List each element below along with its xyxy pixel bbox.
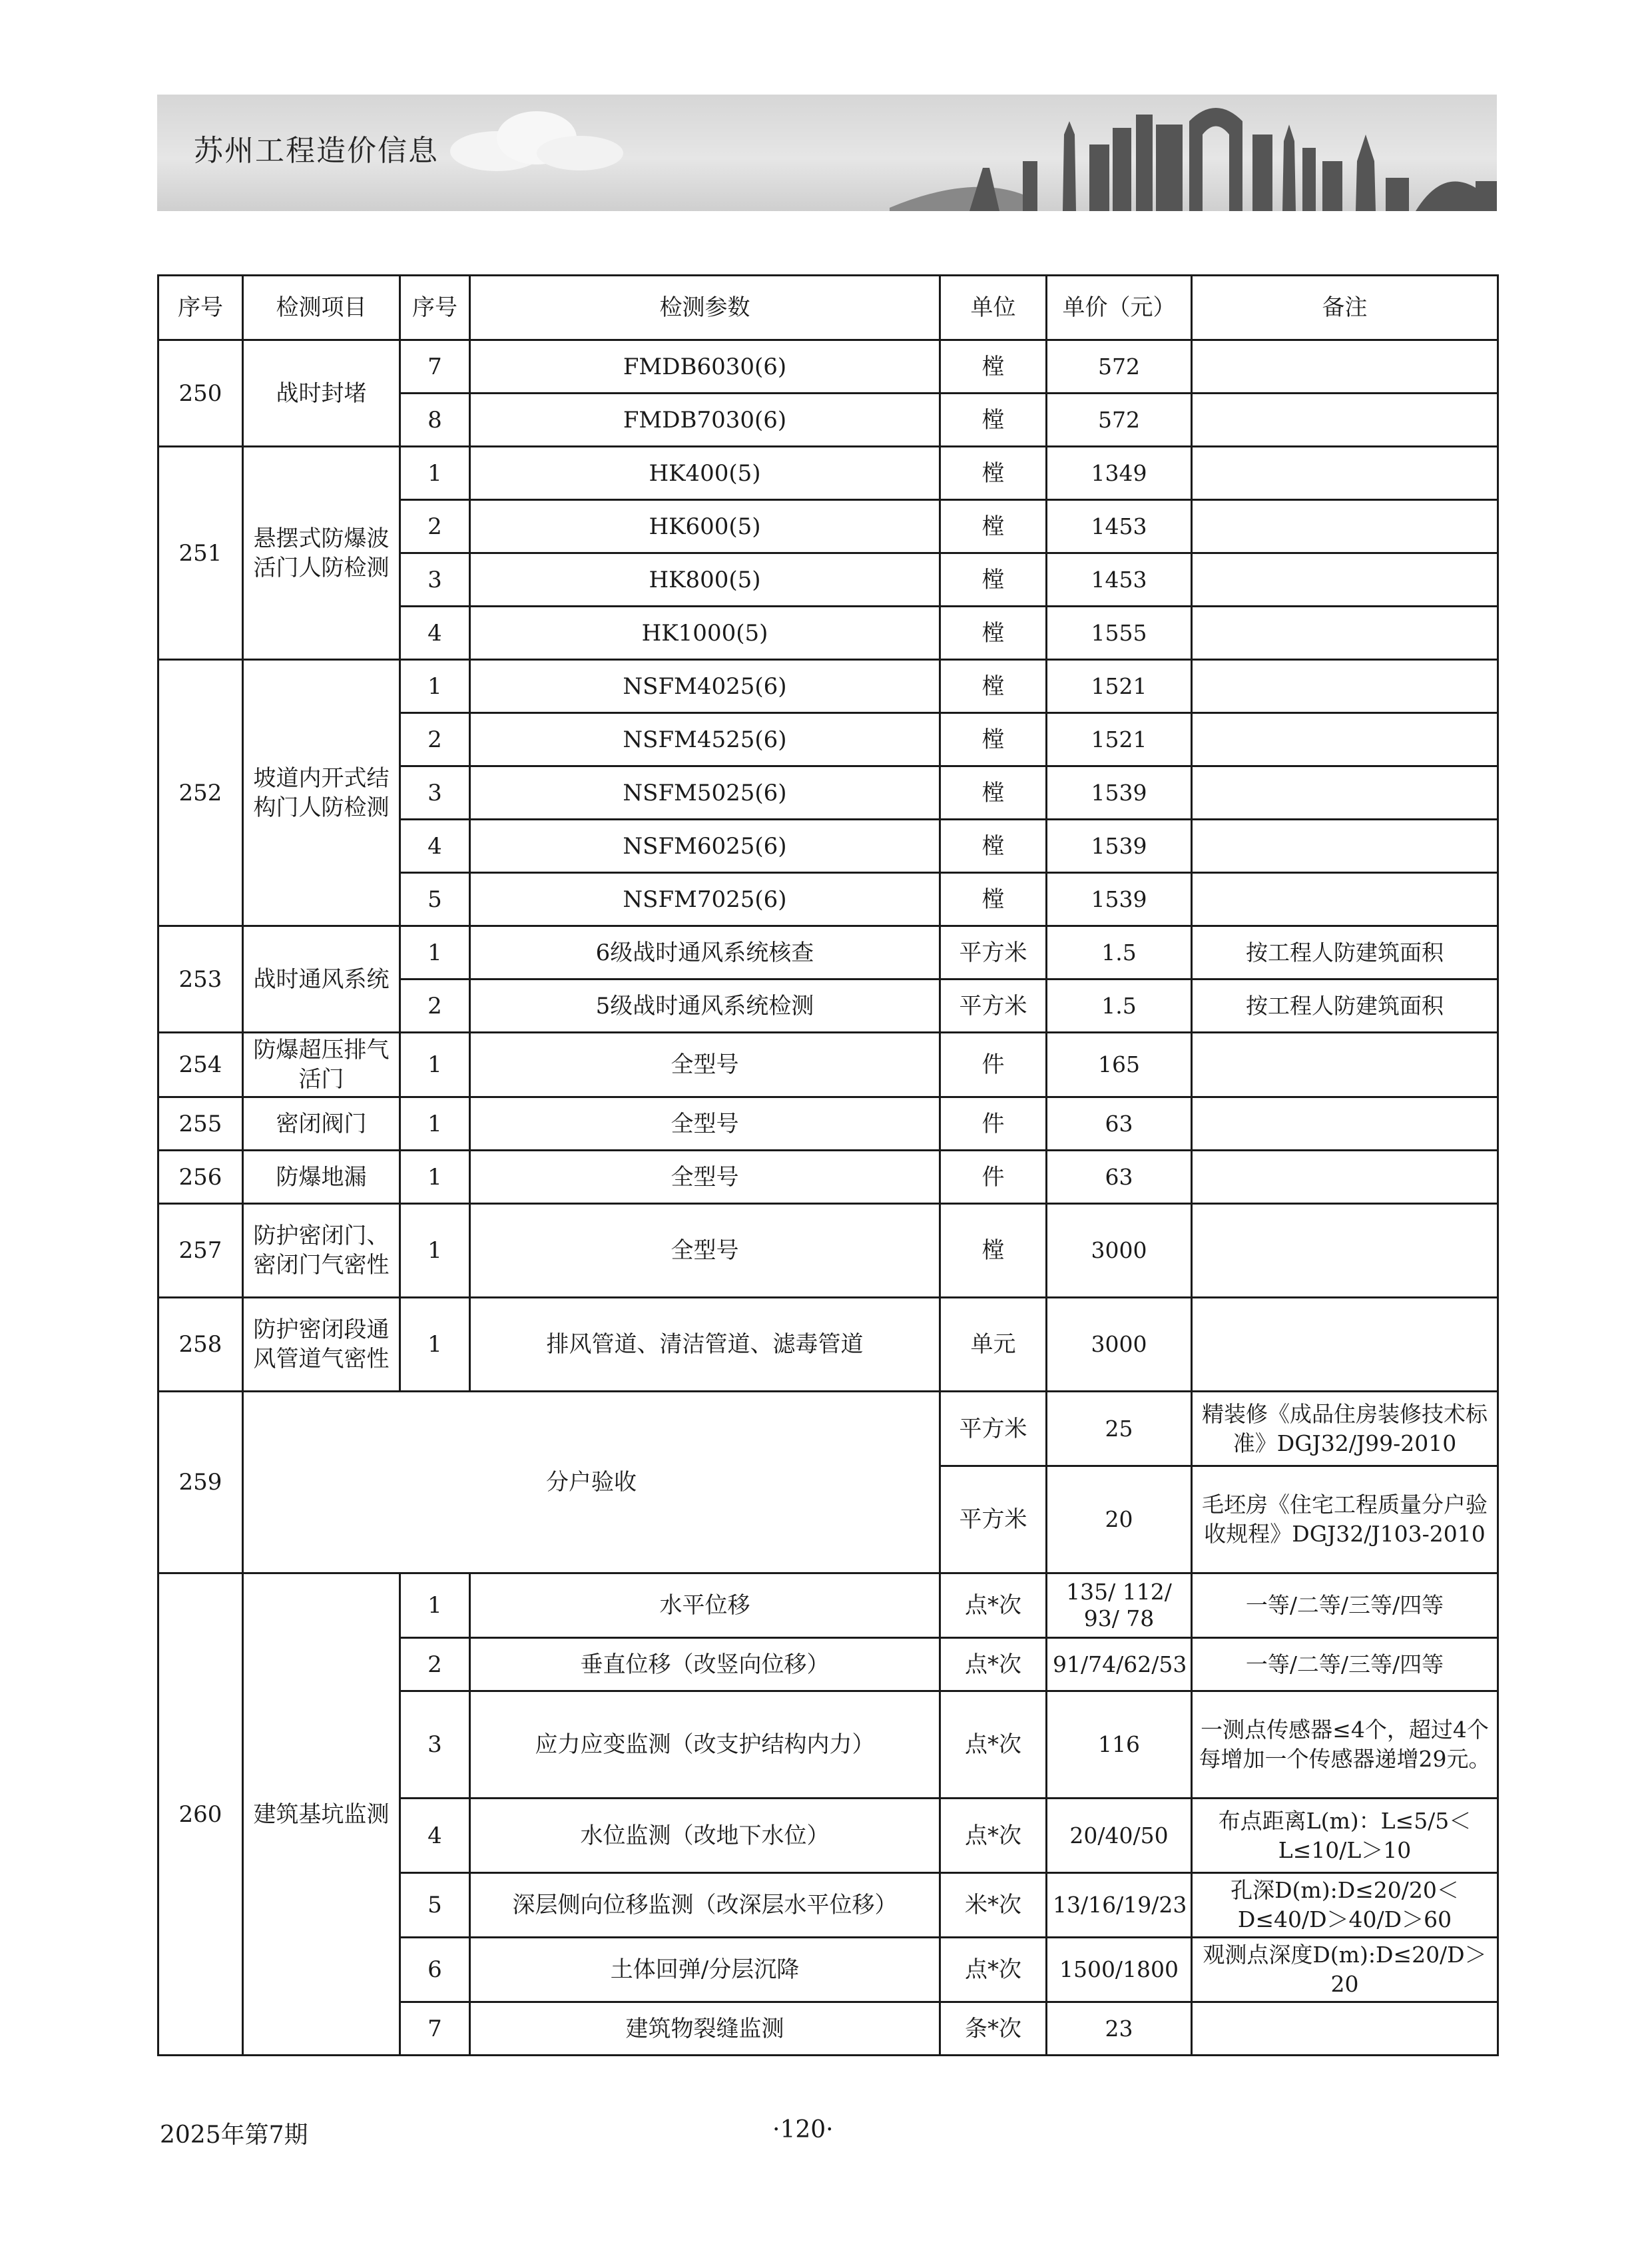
param-cell: NSFM5025(6): [470, 766, 940, 820]
unit-cell: 点*次: [940, 1691, 1047, 1799]
price-cell: 1521: [1047, 660, 1192, 713]
param-cell: 水位监测（改地下水位）: [470, 1799, 940, 1873]
param-cell: FMDB6030(6): [470, 340, 940, 394]
table-row: [158, 926, 1498, 980]
note-cell: 一等/二等/三等/四等: [1192, 1638, 1498, 1691]
param-cell: 全型号: [470, 1097, 940, 1151]
price-cell: 165: [1047, 1033, 1192, 1097]
price-cell: 23: [1047, 2002, 1192, 2056]
item-name: 悬摆式防爆波活门人防检测: [243, 447, 400, 660]
price-cell: 1.5: [1047, 926, 1192, 980]
param-cell: NSFM4025(6): [470, 660, 940, 713]
item-number: 253: [158, 926, 243, 1033]
table-row: [158, 1573, 1498, 1638]
price-cell: 13/16/19/23: [1047, 1873, 1192, 1938]
col-header-param: 检测参数: [470, 276, 940, 340]
unit-cell: 点*次: [940, 1638, 1047, 1691]
table-row: [158, 1392, 1498, 1466]
note-cell: [1192, 1298, 1498, 1392]
sub-number: 5: [400, 1873, 470, 1938]
unit-cell: 点*次: [940, 1938, 1047, 2002]
param-cell: FMDB7030(6): [470, 394, 940, 447]
price-cell: 25: [1047, 1392, 1192, 1466]
param-cell: 全型号: [470, 1204, 940, 1298]
item-number: 252: [158, 660, 243, 926]
param-cell: HK600(5): [470, 500, 940, 553]
sub-number: 1: [400, 1097, 470, 1151]
unit-cell: 樘: [940, 340, 1047, 394]
sub-number: 1: [400, 660, 470, 713]
publication-title: 苏州工程造价信息: [194, 134, 439, 168]
param-cell: 应力应变监测（改支护结构内力）: [470, 1691, 940, 1799]
col-header-unit: 单位: [940, 276, 1047, 340]
unit-cell: 平方米: [940, 980, 1047, 1033]
note-cell: [1192, 553, 1498, 607]
page-number: ·120·: [772, 2116, 834, 2143]
unit-cell: 樘: [940, 607, 1047, 660]
table-row: [158, 1298, 1498, 1392]
note-cell: [1192, 1033, 1498, 1097]
note-cell: 毛坯房《住宅工程质量分户验收规程》DGJ32/J103-2010: [1192, 1466, 1498, 1573]
item-name: 防爆超压排气活门: [243, 1033, 400, 1097]
param-cell: NSFM7025(6): [470, 873, 940, 926]
sub-number: 7: [400, 340, 470, 394]
note-cell: [1192, 713, 1498, 766]
table-row: [158, 1033, 1498, 1097]
param-cell: NSFM4525(6): [470, 713, 940, 766]
item-number: 255: [158, 1097, 243, 1151]
sub-number: 8: [400, 394, 470, 447]
sub-number: 1: [400, 1204, 470, 1298]
unit-cell: 樘: [940, 660, 1047, 713]
table-header-row: [158, 276, 1498, 340]
sub-number: 5: [400, 873, 470, 926]
price-cell: 572: [1047, 394, 1192, 447]
price-cell: 116: [1047, 1691, 1192, 1799]
price-cell: 1521: [1047, 713, 1192, 766]
price-cell: 91/74/62/53: [1047, 1638, 1192, 1691]
unit-cell: 樘: [940, 1204, 1047, 1298]
note-cell: [1192, 447, 1498, 500]
sub-number: 1: [400, 1573, 470, 1638]
note-cell: [1192, 1204, 1498, 1298]
sub-number: 2: [400, 980, 470, 1033]
sub-number: 1: [400, 1298, 470, 1392]
inspection-price-table: [157, 274, 1499, 2056]
price-cell: 20/40/50: [1047, 1799, 1192, 1873]
unit-cell: 件: [940, 1033, 1047, 1097]
unit-cell: 平方米: [940, 926, 1047, 980]
cloud-decoration: [437, 101, 637, 174]
sub-number: 2: [400, 713, 470, 766]
unit-cell: 件: [940, 1097, 1047, 1151]
note-cell: [1192, 820, 1498, 873]
sub-number: 1: [400, 1033, 470, 1097]
price-cell: 1539: [1047, 766, 1192, 820]
price-cell: 63: [1047, 1097, 1192, 1151]
header-banner: [157, 95, 1497, 211]
unit-cell: 樘: [940, 553, 1047, 607]
table-row: [158, 1151, 1498, 1204]
note-cell: [1192, 2002, 1498, 2056]
table-row: [158, 340, 1498, 394]
unit-cell: 樘: [940, 820, 1047, 873]
note-cell: 一测点传感器≤4个，超过4个每增加一个传感器递增29元。: [1192, 1691, 1498, 1799]
price-cell: 63: [1047, 1151, 1192, 1204]
sub-number: 6: [400, 1938, 470, 2002]
table-row: [158, 1204, 1498, 1298]
param-cell: 建筑物裂缝监测: [470, 2002, 940, 2056]
table-row: [158, 447, 1498, 500]
note-cell: [1192, 873, 1498, 926]
col-header-item: 检测项目: [243, 276, 400, 340]
price-cell: 3000: [1047, 1298, 1192, 1392]
param-cell: 水平位移: [470, 1573, 940, 1638]
note-cell: 孔深D(m):D≤20/20＜D≤40/D＞40/D＞60: [1192, 1873, 1498, 1938]
param-cell: 排风管道、清洁管道、滤毒管道: [470, 1298, 940, 1392]
price-cell: 1453: [1047, 500, 1192, 553]
note-cell: [1192, 607, 1498, 660]
price-cell: 1.5: [1047, 980, 1192, 1033]
sub-number: 7: [400, 2002, 470, 2056]
param-cell: 土体回弹/分层沉降: [470, 1938, 940, 2002]
note-cell: 精装修《成品住房装修技术标准》DGJ32/J99-2010: [1192, 1392, 1498, 1466]
price-cell: 1500/1800: [1047, 1938, 1192, 2002]
price-cell: 572: [1047, 340, 1192, 394]
unit-cell: 樘: [940, 713, 1047, 766]
sub-number: 3: [400, 766, 470, 820]
item-number: 256: [158, 1151, 243, 1204]
sub-number: 3: [400, 1691, 470, 1799]
sub-number: 4: [400, 820, 470, 873]
sub-number: 1: [400, 926, 470, 980]
param-cell: 垂直位移（改竖向位移）: [470, 1638, 940, 1691]
city-skyline-icon: [890, 95, 1497, 211]
note-cell: 一等/二等/三等/四等: [1192, 1573, 1498, 1638]
param-cell: 深层侧向位移监测（改深层水平位移）: [470, 1873, 940, 1938]
unit-cell: 件: [940, 1151, 1047, 1204]
note-cell: 按工程人防建筑面积: [1192, 926, 1498, 980]
price-cell: 3000: [1047, 1204, 1192, 1298]
col-header-no: 序号: [158, 276, 243, 340]
unit-cell: 平方米: [940, 1392, 1047, 1466]
price-cell: 1453: [1047, 553, 1192, 607]
col-header-note: 备注: [1192, 276, 1498, 340]
issue-label: 2025年第7期: [160, 2121, 308, 2149]
price-cell: 1539: [1047, 873, 1192, 926]
price-cell: 1555: [1047, 607, 1192, 660]
note-cell: [1192, 500, 1498, 553]
note-cell: [1192, 766, 1498, 820]
item-name: 防护密闭门、密闭门气密性: [243, 1204, 400, 1298]
param-cell: 6级战时通风系统核查: [470, 926, 940, 980]
sub-number: 3: [400, 553, 470, 607]
sub-number: 4: [400, 607, 470, 660]
unit-cell: 樘: [940, 500, 1047, 553]
note-cell: [1192, 660, 1498, 713]
unit-cell: 樘: [940, 873, 1047, 926]
param-cell: 全型号: [470, 1033, 940, 1097]
param-cell: 全型号: [470, 1151, 940, 1204]
price-cell: 1349: [1047, 447, 1192, 500]
unit-cell: 樘: [940, 766, 1047, 820]
price-cell: 20: [1047, 1466, 1192, 1573]
param-cell: HK1000(5): [470, 607, 940, 660]
unit-cell: 米*次: [940, 1873, 1047, 1938]
sub-number: 1: [400, 1151, 470, 1204]
sub-number: 1: [400, 447, 470, 500]
param-cell: HK800(5): [470, 553, 940, 607]
note-cell: [1192, 340, 1498, 394]
note-cell: [1192, 1097, 1498, 1151]
unit-cell: 单元: [940, 1298, 1047, 1392]
col-header-subno: 序号: [400, 276, 470, 340]
table-row: [158, 660, 1498, 713]
item-number: 254: [158, 1033, 243, 1097]
item-number: 258: [158, 1298, 243, 1392]
param-cell: HK400(5): [470, 447, 940, 500]
unit-cell: 点*次: [940, 1799, 1047, 1873]
item-name: 建筑基坑监测: [243, 1573, 400, 2056]
note-cell: [1192, 1151, 1498, 1204]
price-cell: 1539: [1047, 820, 1192, 873]
item-name: 防护密闭段通风管道气密性: [243, 1298, 400, 1392]
item-number: 250: [158, 340, 243, 447]
col-header-price: 单价（元）: [1047, 276, 1192, 340]
sub-number: 2: [400, 500, 470, 553]
sub-number: 4: [400, 1799, 470, 1873]
note-cell: 按工程人防建筑面积: [1192, 980, 1498, 1033]
item-number: 251: [158, 447, 243, 660]
item-number: 259: [158, 1392, 243, 1573]
sub-number: 2: [400, 1638, 470, 1691]
item-number: 257: [158, 1204, 243, 1298]
unit-cell: 点*次: [940, 1573, 1047, 1638]
item-name: 防爆地漏: [243, 1151, 400, 1204]
item-name: 分户验收: [243, 1392, 940, 1573]
note-cell: [1192, 394, 1498, 447]
note-cell: 观测点深度D(m):D≤20/D＞20: [1192, 1938, 1498, 2002]
unit-cell: 樘: [940, 394, 1047, 447]
item-number: 260: [158, 1573, 243, 2056]
param-cell: 5级战时通风系统检测: [470, 980, 940, 1033]
item-name: 密闭阀门: [243, 1097, 400, 1151]
note-cell: 布点距离L(m)：L≤5/5＜L≤10/L＞10: [1192, 1799, 1498, 1873]
item-name: 战时通风系统: [243, 926, 400, 1033]
price-cell: 135/ 112/ 93/ 78: [1047, 1573, 1192, 1638]
param-cell: NSFM6025(6): [470, 820, 940, 873]
unit-cell: 平方米: [940, 1466, 1047, 1573]
item-name: 战时封堵: [243, 340, 400, 447]
item-name: 坡道内开式结构门人防检测: [243, 660, 400, 926]
table-row: [158, 1097, 1498, 1151]
unit-cell: 樘: [940, 447, 1047, 500]
unit-cell: 条*次: [940, 2002, 1047, 2056]
